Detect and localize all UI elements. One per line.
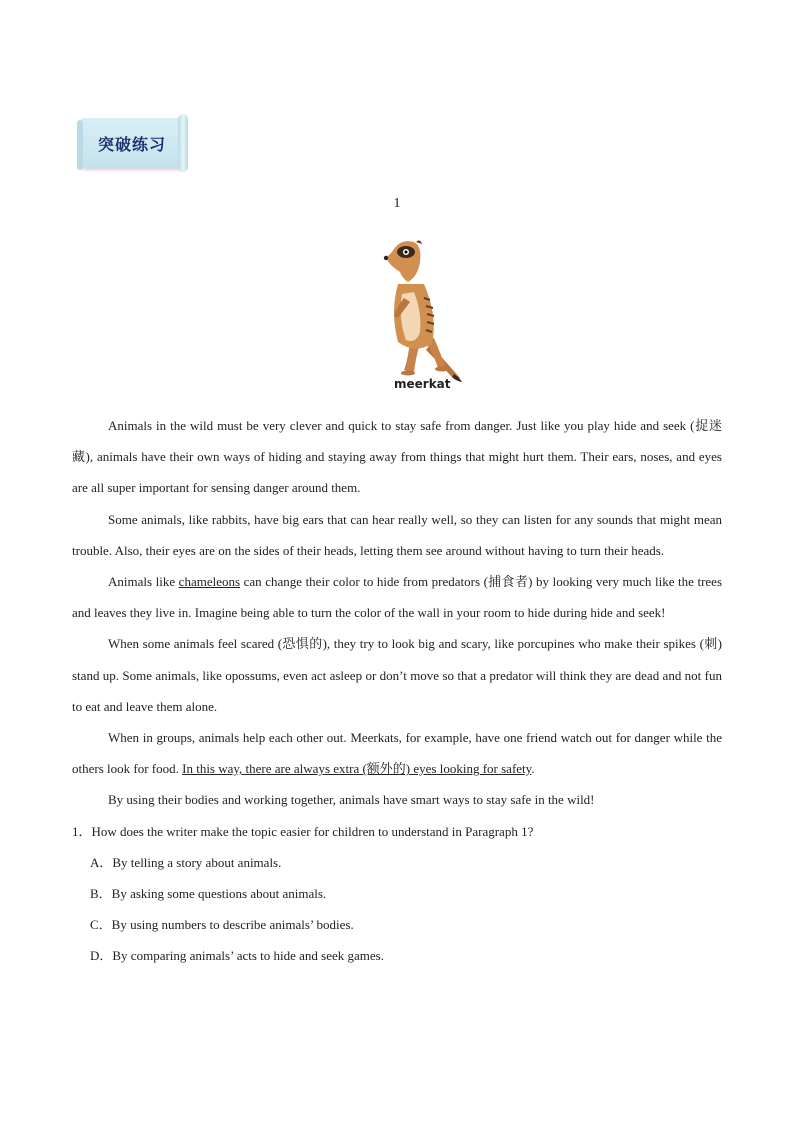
paragraph-3-text-b: can change their color to hide from predators (捕食者) by looking very much like the trees and leaves they live in. Imagine being able to turn the color of the wall in your room to hide during hide and seek!: [72, 574, 723, 621]
meerkat-illustration: [380, 232, 470, 392]
option-d: D．By comparing animals’ acts to hide and seek games.: [90, 948, 384, 964]
underlined-word: chameleons: [178, 574, 241, 590]
option-c: C．By using numbers to describe animals’ bodies.: [90, 917, 354, 933]
paragraph-5: [72, 722, 722, 784]
paragraph-3: [72, 566, 722, 628]
paragraph-2: Some animals, like rabbits, have big ears that can hear really well, so they can listen for any sounds that might mean trouble. Also, their eyes are on the sides of their heads, letting them see around without having to turn their heads.: [72, 511, 722, 558]
underlined-sentence: In this way, there are always extra (额外的) eyes looking for safety: [182, 761, 532, 777]
paragraph-1: Animals in the wild must be very clever and quick to stay safe from danger. Just like you play hide and seek (捉迷藏), animals have their own ways of hiding and staying away from things that might hurt them. Their ears, noses, and eyes are all super important for sensing danger around them.: [72, 418, 722, 496]
question-stem: 1．How does the writer make the topic easier for children to understand in Paragraph 1?: [72, 823, 534, 839]
option-a: A．By telling a story about animals.: [90, 854, 282, 870]
passage-body: [72, 410, 722, 972]
paragraph-5-text-a: When in groups, animals help each other out. Meerkats, for example, have one friend watch out for danger while the others look for food.: [72, 730, 722, 777]
paragraph-4: When some animals feel scared (恐惧的), they try to look big and scary, like porcupines who make their spikes (刺) stand up. Some animals, like opossums, even act asleep or don’t move so that a predator will think they are dead and not fun to eat and leave them alone.: [72, 636, 722, 714]
section-title: 突破练习: [97, 134, 166, 154]
paragraph-5-text-b: .: [531, 761, 535, 777]
banner-scroll-roll: [178, 114, 188, 172]
paragraph-3-text-a: Animals like: [108, 574, 179, 590]
image-caption: meerkat: [394, 377, 451, 391]
section-banner: [80, 118, 184, 168]
option-b: B．By asking some questions about animals.: [90, 886, 327, 902]
passage-number: 1: [393, 196, 401, 211]
paragraph-6: By using their bodies and working together, animals have smart ways to stay safe in the wild!: [108, 792, 595, 808]
banner-scroll-edge: [77, 120, 83, 170]
